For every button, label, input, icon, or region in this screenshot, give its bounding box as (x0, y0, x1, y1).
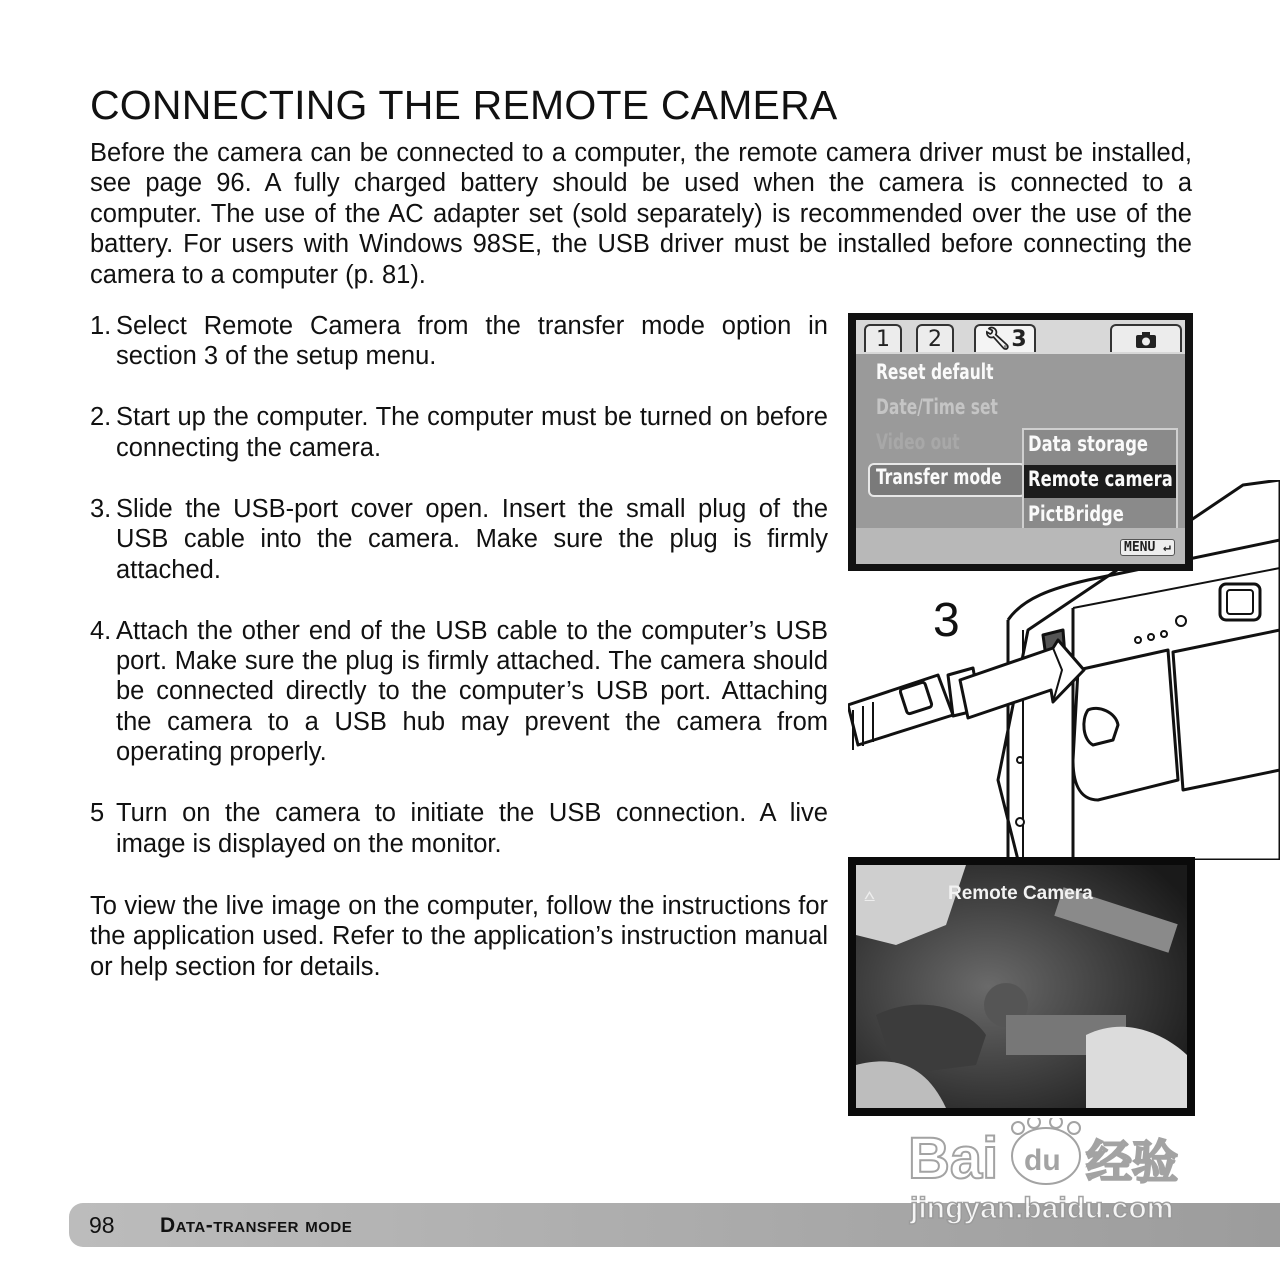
menu-tab-bar (856, 320, 1185, 354)
svg-text:经验: 经验 (1086, 1135, 1178, 1189)
step-item (90, 494, 828, 585)
tab-1[interactable]: 1 (864, 324, 902, 352)
intro-paragraph: Before the camera can be connected to a computer, the remote camera driver must be installed, see page 96. A fully charged battery should be used when the camera is connected to a computer. The use of the AC adapter set (sold separately) is recommended over the use of the battery. For users with Windows 98SE, the USB driver must be installed before connecting the camera to a computer (p. 81). (90, 139, 1192, 289)
tab-3[interactable] (974, 324, 1036, 352)
section-name: Data-transfer mode (160, 1214, 353, 1237)
menu-button-label: MENU (1124, 540, 1156, 555)
step-text: Start up the computer. The computer must be turned on before connecting the camera. (116, 403, 828, 462)
tab-camera[interactable] (1110, 324, 1182, 352)
step-number: 5 (90, 799, 105, 828)
step-number: 3. (90, 494, 112, 523)
step-item (90, 798, 828, 859)
option-remote-camera[interactable]: Remote camera (1028, 467, 1173, 491)
menu-item-date-time-set[interactable]: Date/Time set (876, 395, 998, 419)
svg-text:Bai: Bai (908, 1126, 999, 1191)
live-view-label: Remote Camera (948, 883, 1093, 904)
tab-2[interactable]: 2 (916, 324, 954, 352)
menu-button[interactable] (1120, 539, 1175, 556)
tab-3-label: 3 (1011, 327, 1027, 352)
step-text: Select Remote Camera from the transfer mode option in section 3 of the setup menu. (116, 312, 828, 371)
step-number: 1. (90, 312, 112, 340)
step-text: Attach the other end of the USB cable to the computer’s USB port. Make sure the plug is firmly attached. The camera should be connected directly to the computer’s USB port. Attaching the camera to a USB hub may prevent the camera from operating properly. (116, 616, 828, 767)
return-icon: ↵ (1163, 540, 1171, 555)
live-view-image (856, 865, 1187, 1108)
camera-icon (1135, 331, 1157, 349)
option-pictbridge[interactable]: PictBridge (1028, 502, 1124, 526)
option-data-storage[interactable]: Data storage (1028, 432, 1149, 456)
page-number: 98 (89, 1212, 115, 1238)
step-callout-number: 3 (933, 594, 960, 647)
step-text: Turn on the camera to initiate the USB connection. A live image is displayed on the monitor. (116, 799, 828, 858)
wrench-icon: 🔧︎ (983, 327, 1012, 352)
svg-text:du: du (1024, 1144, 1061, 1177)
menu-item-video-out[interactable]: Video out (876, 430, 960, 454)
step-item (90, 616, 828, 768)
baidu-watermark (906, 1118, 1206, 1228)
menu-item-reset-default[interactable]: Reset default (876, 360, 994, 384)
step-text: Slide the USB-port cover open. Insert the small plug of the USB cable into the camera. Make sure the plug is firmly attached. (116, 494, 828, 584)
transfer-mode-options (1022, 428, 1178, 536)
page-title: CONNECTING THE REMOTE CAMERA (90, 82, 838, 128)
remote-link-icon: ⩟ (864, 885, 875, 906)
step-item (90, 402, 828, 463)
svg-text:jingyan.baidu.com: jingyan.baidu.com (910, 1192, 1174, 1225)
step-item (90, 311, 828, 372)
step-number: 4. (90, 616, 112, 645)
menu-footer-bar (856, 528, 1185, 564)
menu-item-transfer-mode[interactable]: Transfer mode (876, 465, 1002, 489)
setup-menu-display (856, 320, 1185, 564)
closing-paragraph: To view the live image on the computer, follow the instructions for the application used. Refer to the application’s instruction manual or help section for details. (90, 892, 828, 981)
step-number: 2. (90, 403, 112, 432)
live-view-screen (848, 857, 1195, 1116)
steps-list (90, 311, 828, 890)
setup-menu-screen (848, 313, 1193, 571)
